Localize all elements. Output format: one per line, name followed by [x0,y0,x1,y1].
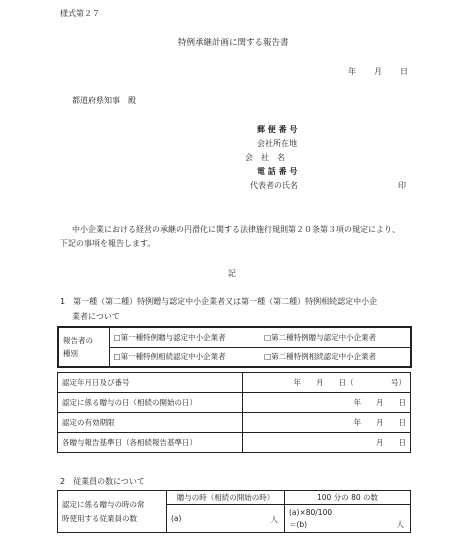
page-title: 特例承継計画に関する報告書 [178,38,289,48]
gift-time-header: 贈与の時（相続の開始の時） [167,491,285,505]
reporter-type-label-cell [58,327,109,367]
option-3-checkbox[interactable]: □第一種特例相続認定中小企業者 [113,352,226,361]
seal-mark: 印 [398,181,406,190]
date-month: 月 [374,67,382,76]
ki-mark: 記 [228,269,236,278]
address-label: 会社所在地 [257,139,297,148]
certification-table [57,372,411,453]
report-base-date-label: 各贈与報告基準日（各相続報告基準日） [58,433,243,453]
section2-heading: 2 従業員の数について [60,477,145,486]
postal-code-label: 郵 便 番 号 [257,125,298,134]
option-1-cell[interactable] [109,327,260,347]
gift-time-value-cell[interactable] [167,505,285,533]
option-4-cell[interactable] [260,347,411,367]
company-label: 会 社 名 [245,153,285,162]
eighty-percent-result: ＝(b) [289,520,308,529]
cert-date-label: 認定年月日及び番号 [58,373,243,393]
section1-heading-line1: 1 第一種（第二種）特例贈与認定中小企業者又は第一種（第二種）特例相続認定中小企 [60,297,378,306]
phone-label: 電 話 番 号 [257,167,298,176]
employee-row-label-cell [58,491,167,533]
section1-heading-line2: 業者について [72,312,120,321]
date-day: 日 [400,67,408,76]
cert-date-value[interactable]: 年 月 日（ 号） [243,373,411,393]
reporter-type-label-1: 報告者の [63,335,93,345]
option-2-cell[interactable] [260,327,411,347]
option-1-checkbox[interactable]: □第一種特例贈与認定中小企業者 [113,332,226,342]
employee-row-label-2: 時使用する従業員の数 [62,513,137,523]
date-year: 年 [348,67,356,76]
report-base-date-value[interactable]: 月 日 [243,433,411,453]
gift-time-unit: 人 [270,515,278,524]
body-line-1: 中小企業における経営の承継の円滑化に関する法律施行規則第２０条第３項の規定により、 [72,225,400,234]
option-4-checkbox[interactable]: □第二種特例相続認定中小企業者 [264,352,377,361]
reporter-type-table [57,326,412,368]
option-2-checkbox[interactable]: □第二種特例贈与認定中小企業者 [264,332,377,342]
eighty-percent-value-cell[interactable] [285,505,411,533]
option-3-cell[interactable] [109,347,260,367]
employee-table [57,490,411,533]
representative-label: 代表者の氏名 [250,181,298,190]
eighty-percent-formula: (a)×80/100 [289,507,333,517]
gift-date-value[interactable]: 年 月 日 [243,393,411,413]
body-line-2: 下記の事項を報告します。 [60,239,156,248]
form-number: 様式第２７ [60,9,100,18]
validity-value[interactable]: 年 月 日 [243,413,411,433]
reporter-type-label-2: 種別 [63,349,78,358]
gift-date-label: 認定に係る贈与の日（相続の開始の日） [58,393,243,413]
eighty-percent-unit: 人 [396,519,404,529]
validity-label: 認定の有効期限 [58,413,243,433]
employee-row-label-1: 認定に係る贈与の時の常 [62,500,145,509]
addressee: 都道府県知事 殿 [72,96,136,105]
gift-time-prefix: (a) [171,513,182,523]
eighty-percent-header: 100 分の 80 の数 [285,491,411,505]
